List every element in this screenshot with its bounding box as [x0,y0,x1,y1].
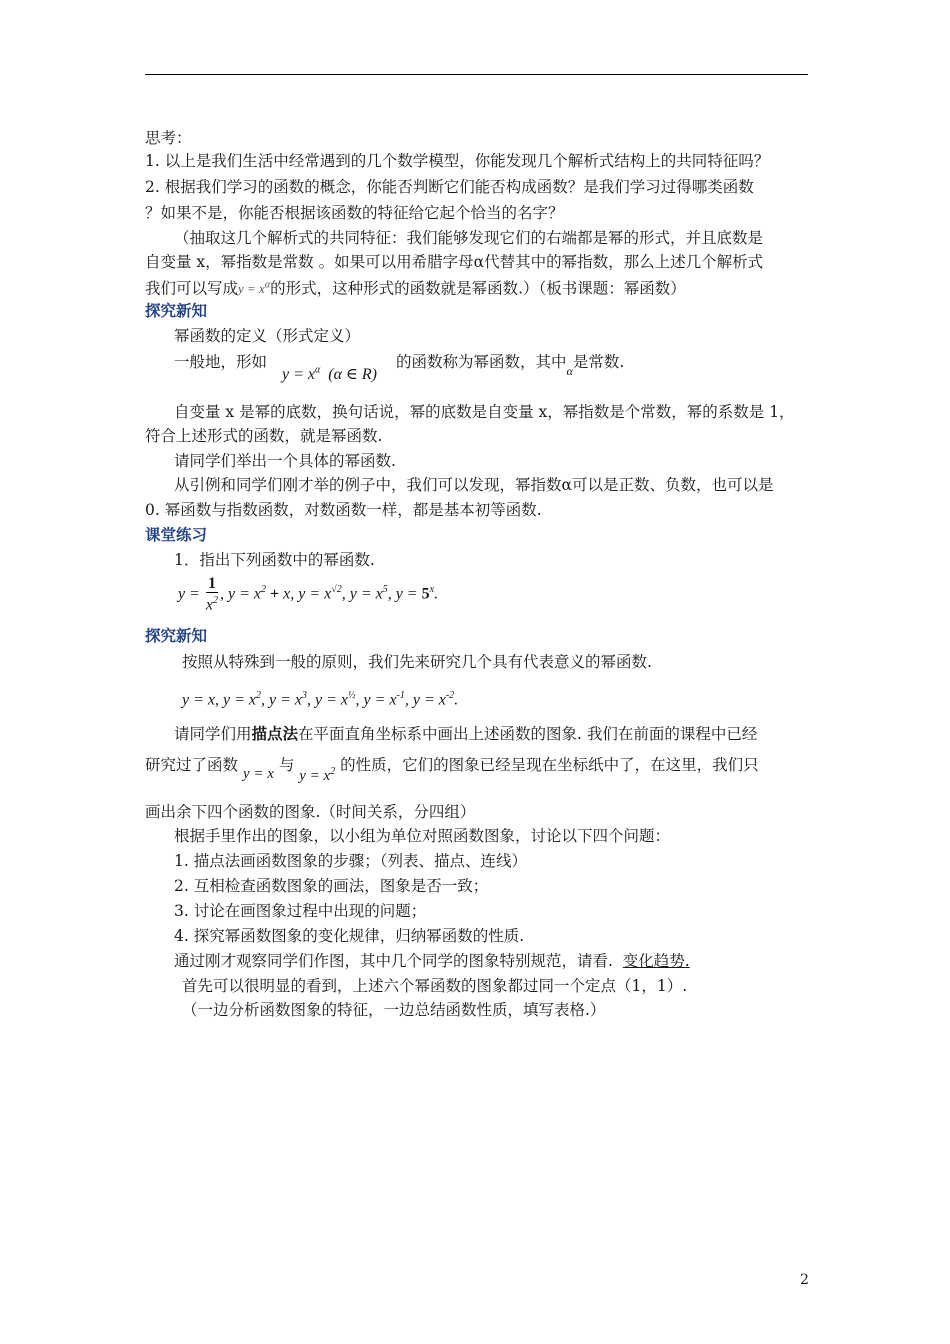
definition-pre: 一般地，形如 [174,353,268,371]
discussion-item-3: 3. 讨论在画图象过程中出现的问题； [174,902,427,920]
page-number: 2 [800,1272,809,1288]
discussion-item-1: 1. 描点法画函数图象的步骤；（列表、描点、连线） [174,852,527,870]
header-rule [145,74,808,75]
paragraph-7: 根据手里作出的图象，以小组为单位对照函数图象，讨论以下四个问题： [174,827,671,845]
section-heading-practice: 课堂练习 [145,525,208,544]
paragraph-9: 首先可以很明显的看到，上述六个幂函数的图象都过同一个定点（1，1）. [182,977,688,995]
formula-y-x: y = x [242,766,274,782]
section-heading-explore: 探究新知 [145,301,208,320]
question-2-line-1: 2. 根据我们学习的函数的概念，你能否判断它们能否构成函数？是我们学习过得哪类函数 [145,178,754,196]
think-title: 思考： [145,129,192,147]
alpha-symbol: α [566,364,573,378]
discussion-item-2: 2. 互相检查函数图象的画法，图象是否一致； [174,877,489,895]
question-1: 1. 以上是我们生活中经常遇到的几个数学模型，你能发现几个解析式结构上的共同特征吗？ [145,152,770,170]
exercise-1: 1．指出下列函数中的幂函数. [174,551,375,569]
paragraph-2-line-1: 自变量 x 是幂的底数，换句话说，幂的底数是自变量 x，幂指数是个常数，幂的系数是 1， [174,403,795,421]
paragraph-5: 按照从特殊到一般的原则，我们先来研究几个具有代表意义的幂函数. [182,653,652,671]
paragraph-1-line-2: 自变量 x，幂指数是常数 。如果可以用希腊字母α代替其中的幂指数，那么上述几个解析式 [145,253,764,271]
paragraph-6-line-3: 画出余下四个函数的图象.（时间关系，分四组） [145,803,476,821]
formula-y-x2: $y = x^2$ [299,766,336,784]
definition-title: 幂函数的定义（形式定义） [174,327,361,345]
definition-formula: $y = x^\alpha$ (α ∈ R) [282,364,377,383]
paragraph-4-line-2: 0. 幂函数与指数函数，对数函数一样，都是基本初等函数. [145,501,542,519]
exercise-formula: y = $\frac{1}{x^2}$ , $y = x^2 + x$, $y = x^{√2}$, $y = x^5$, y = 5$^x$. [178,575,439,614]
paragraph-2-line-2: 符合上述形式的函数，就是幂函数. [145,427,383,445]
paragraph-3: 请同学们举出一个具体的幂函数. [174,452,396,470]
paragraph-1-line-3-post: 的形式，这种形式的函数就是幂函数.）（板书课题：幂函数） [270,279,686,298]
formula-y-x-alpha: $y = x^\alpha$ [238,280,271,297]
paragraph-4-line-1: 从引例和同学们刚才举的例子中，我们可以发现，幂指数α可以是正数、负数，也可以是 [174,476,774,494]
discussion-item-4: 4. 探究幂函数图象的变化规律，归纳幂函数的性质. [174,927,525,945]
definition-post: 的函数称为幂函数，其中$_\alpha$是常数. [396,353,625,378]
paragraph-6-line-2: 研究过了函数 y = x 与 $y = x^2$ 的性质，它们的图象已经呈现在坐标纸中了，在这里，我们只 [145,756,759,784]
paragraph-1-line-3-pre: 我们可以写成 [145,279,239,298]
paragraph-1-line-1: （抽取这几个解析式的共同特征：我们能够发现它们的右端都是幂的形式，并且底数是 [174,229,764,247]
paragraph-6-line-1: 请同学们用描点法在平面直角坐标系中画出上述函数的图象. 我们在前面的课程中已经 [174,724,758,743]
section-heading-explore-2: 探究新知 [145,626,208,645]
question-2-line-2: ？如果不是，你能否根据该函数的特征给它起个恰当的名字？ [145,204,564,222]
bold-term-plot-method: 描点法 [251,724,299,743]
paragraph-1-line-3 [145,276,686,299]
fraction-1-over-x2: $\frac{1}{x^2}$ [205,575,219,614]
paragraph-10: （一边分析函数图象的特征，一边总结函数性质，填写表格.） [182,1001,606,1019]
function-list-formula: y = x, $y = x^2$, $y = x^3$, $y = x^{\frac{1}{2}}$, $y = x^{-1}$, $y = x^{-2}$. [182,690,459,709]
paragraph-8: 通过刚才观察同学们作图，其中几个同学的图象特别规范，请看. 变化趋势. [174,952,690,970]
underlined-trend: 变化趋势. [622,952,690,970]
